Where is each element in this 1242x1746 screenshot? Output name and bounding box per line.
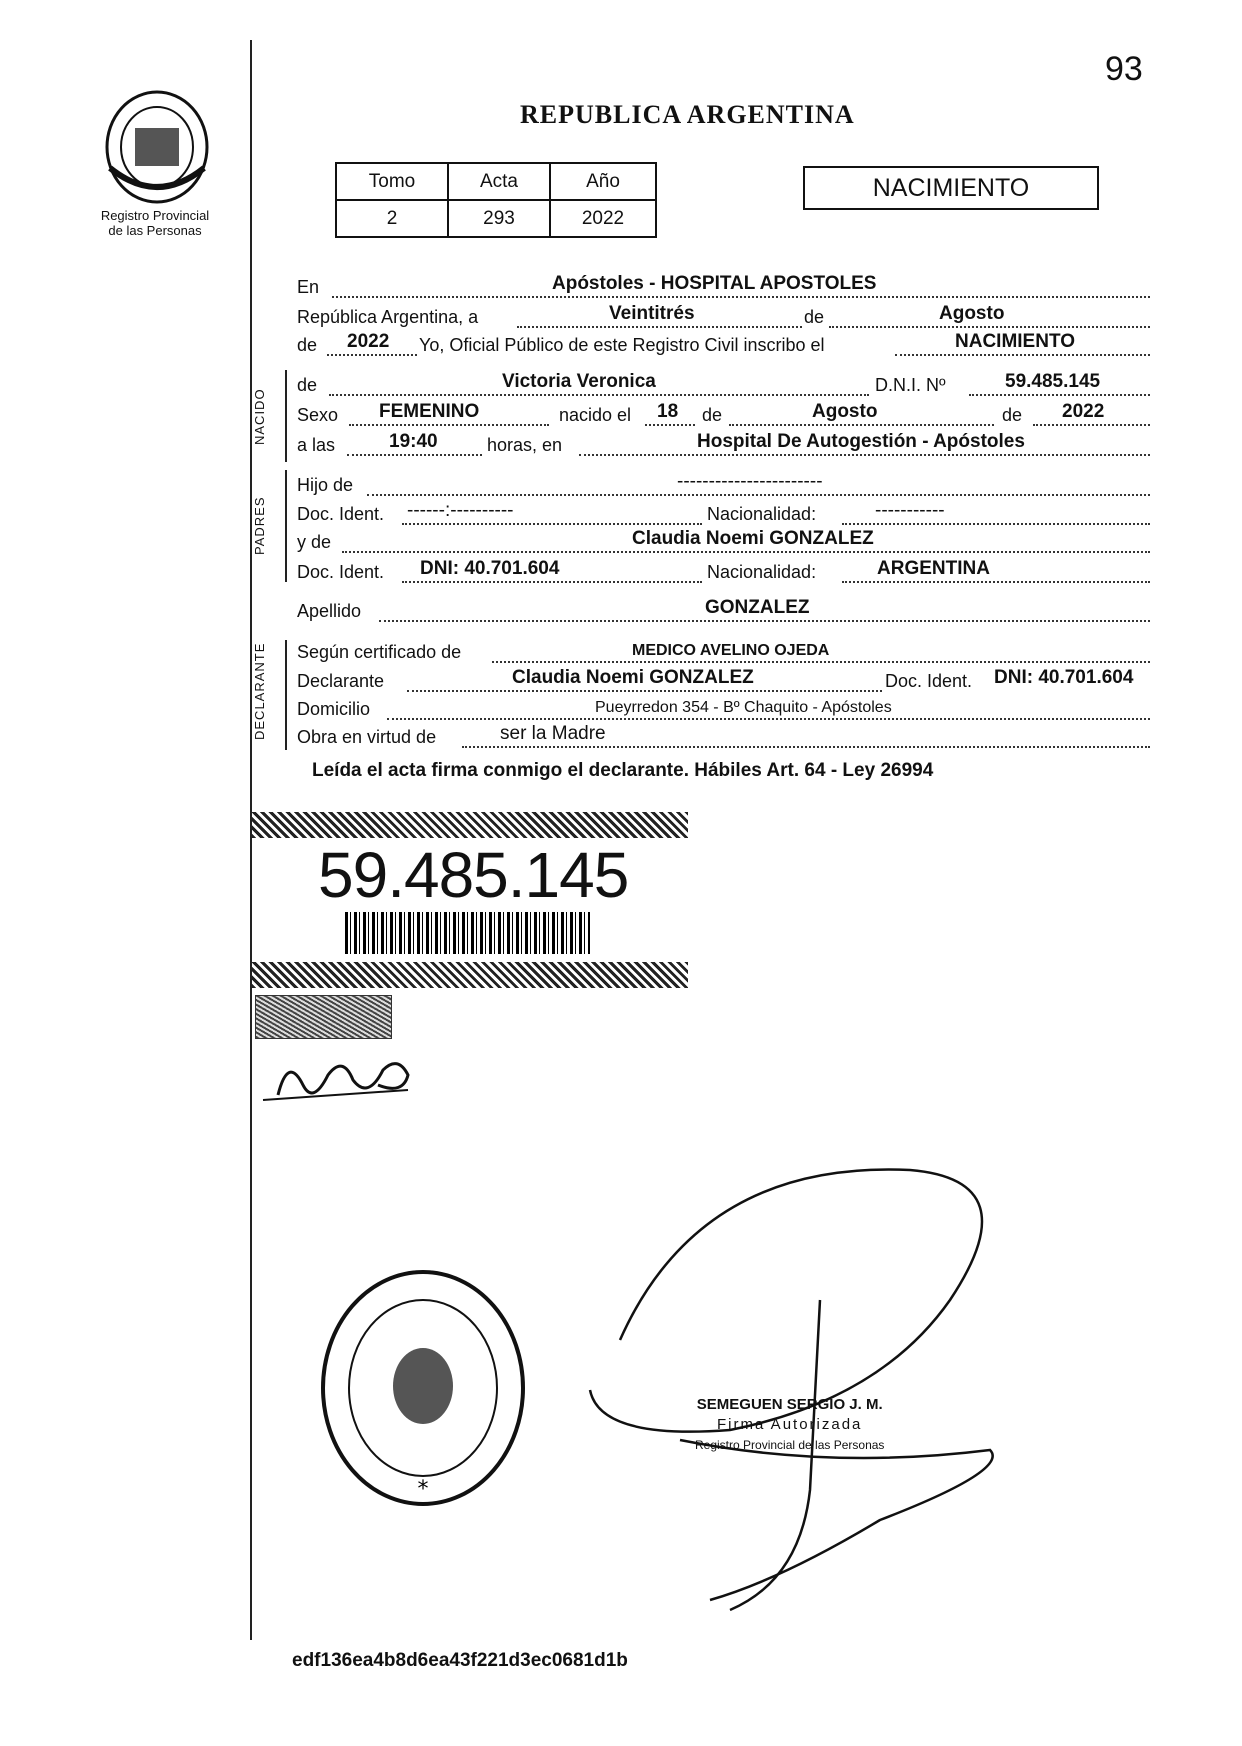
row-mother: y de Claudia Noemi GONZALEZ xyxy=(297,527,1150,557)
obra-value: ser la Madre xyxy=(500,723,606,744)
inscribe-value: NACIMIENTO xyxy=(955,331,1075,352)
year-value: 2022 xyxy=(347,331,390,352)
acta-header: Acta xyxy=(448,163,550,200)
birth-time: 19:40 xyxy=(389,431,438,452)
row-obra: Obra en virtud de ser la Madre xyxy=(297,722,1150,752)
row-date: República Argentina, a Veintitrés de Agosto xyxy=(297,302,1150,332)
record-type-box: NACIMIENTO xyxy=(803,166,1099,210)
section-declarante: DECLARANTE xyxy=(252,642,267,740)
security-band-top xyxy=(252,812,688,838)
tomo-header: Tomo xyxy=(336,163,448,200)
page-title: REPUBLICA ARGENTINA xyxy=(520,100,855,129)
svg-text:*: * xyxy=(417,1477,429,1502)
document-hash: edf136ea4b8d6ea43f221d3ec0681d1b xyxy=(292,1650,628,1671)
father-nationality: ----------- xyxy=(875,500,945,521)
row-father-doc: Doc. Ident. ------:---------- Nacionalidad: ----------- xyxy=(297,499,1150,529)
registry-stamp-icon xyxy=(318,1268,528,1508)
official-signature-icon xyxy=(580,1140,1100,1620)
record-table xyxy=(335,162,657,238)
surname-value: GONZALEZ xyxy=(705,597,810,618)
month-value: Agosto xyxy=(939,303,1005,324)
row-mother-doc: Doc. Ident. DNI: 40.701.604 Nacionalidad: ARGENTINA xyxy=(297,557,1150,587)
row-name: de Victoria Veronica D.N.I. Nº 59.485.145 xyxy=(297,370,1150,400)
birth-month: Agosto xyxy=(812,401,878,422)
birth-year: 2022 xyxy=(1062,401,1105,422)
barcode-icon xyxy=(345,912,590,954)
father-doc: ------:---------- xyxy=(407,500,514,521)
row-inscribe: de 2022 Yo, Oficial Público de este Registro Civil inscribo el NACIMIENTO xyxy=(297,330,1150,360)
child-dni: 59.485.145 xyxy=(1005,371,1101,392)
row-surname: Apellido GONZALEZ xyxy=(297,596,1150,626)
mother-name: Claudia Noemi GONZALEZ xyxy=(632,528,874,549)
declarant-name: Claudia Noemi GONZALEZ xyxy=(512,667,754,688)
mother-doc: DNI: 40.701.604 xyxy=(420,558,560,579)
row-sex: Sexo FEMENINO nacido el 18 de Agosto de 2022 xyxy=(297,400,1150,430)
signer-name: SEMEGUEN SERGIO J. M. xyxy=(696,1396,883,1413)
security-stamp-icon xyxy=(255,995,392,1039)
signer-org: Registro Provincial de las Personas xyxy=(695,1438,885,1452)
sex-value: FEMENINO xyxy=(379,401,480,422)
security-band-bottom xyxy=(252,962,688,988)
left-margin-line xyxy=(250,40,252,1640)
section-nacido: NACIDO xyxy=(252,388,267,445)
row-certificate: Según certificado de MEDICO AVELINO OJEDA xyxy=(297,637,1150,667)
child-name: Victoria Veronica xyxy=(502,371,656,392)
anio-value: 2022 xyxy=(550,200,656,237)
section-padres: PADRES xyxy=(252,496,267,555)
row-en: En Apóstoles - HOSPITAL APOSTOLES xyxy=(297,272,1150,302)
acta-value: 293 xyxy=(448,200,550,237)
signer-block xyxy=(695,1395,884,1455)
row-declarant: Declarante Claudia Noemi GONZALEZ Doc. Ident. DNI: 40.701.604 xyxy=(297,667,1134,691)
declarant-signature-icon xyxy=(258,1045,428,1115)
tomo-value: 2 xyxy=(336,200,448,237)
dni-big-number: 59.485.145 xyxy=(318,839,629,911)
certificate-value: MEDICO AVELINO OJEDA xyxy=(632,642,830,659)
declarant-doc: DNI: 40.701.604 xyxy=(994,667,1134,688)
place-value: Apóstoles - HOSPITAL APOSTOLES xyxy=(552,273,877,294)
row-address: Domicilio Pueyrredon 354 - Bº Chaquito - Apóstoles xyxy=(297,694,1150,724)
day-value: Veintitrés xyxy=(609,303,695,324)
provincial-seal-icon xyxy=(100,88,215,206)
anio-header: Año xyxy=(550,163,656,200)
mother-nationality: ARGENTINA xyxy=(877,558,990,579)
signer-role: Firma Autorizada xyxy=(717,1416,863,1433)
row-time-place: a las 19:40 horas, en Hospital De Autogestión - Apóstoles xyxy=(297,430,1150,460)
father-name: ----------------------- xyxy=(677,471,823,492)
page-number: 93 xyxy=(1105,50,1143,88)
legal-note: Leída el acta firma conmigo el declarante. Hábiles Art. 64 - Ley 26994 xyxy=(312,760,934,781)
birth-place: Hospital De Autogestión - Apóstoles xyxy=(697,431,1025,452)
address-value: Pueyrredon 354 - Bº Chaquito - Apóstoles xyxy=(595,699,892,716)
birth-day: 18 xyxy=(657,401,679,422)
row-father: Hijo de ----------------------- xyxy=(297,470,1150,500)
registry-name: Registro Provincial de las Personas xyxy=(100,208,210,238)
